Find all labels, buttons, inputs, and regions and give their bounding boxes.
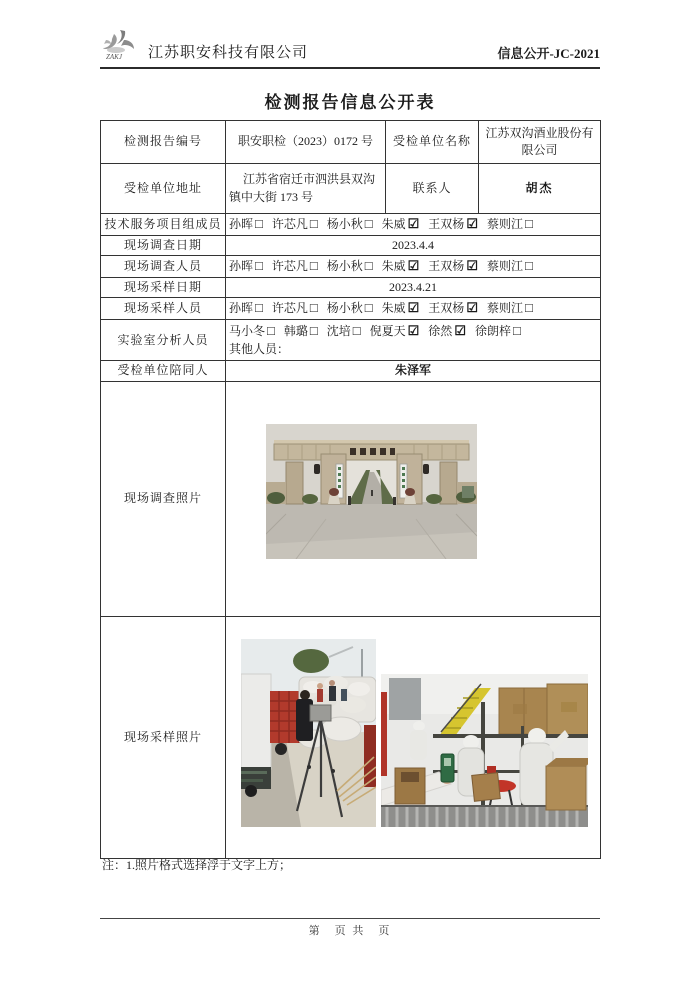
member-item — [229, 301, 263, 315]
checkbox-empty-icon: □ — [524, 258, 533, 274]
table-row — [101, 278, 601, 298]
member-name: 王双杨 — [428, 259, 465, 274]
checkbox-empty-icon: □ — [524, 300, 533, 316]
header-brand — [100, 28, 308, 62]
member-name: 许芯凡 — [271, 301, 308, 316]
checkbox-empty-icon: □ — [352, 323, 361, 339]
disclosure-table — [100, 120, 601, 859]
contact-value: 胡杰 — [479, 164, 601, 214]
member-name: 韩璐 — [283, 324, 308, 339]
survey-staff-label: 现场调查人员 — [101, 256, 226, 278]
member-item — [382, 217, 420, 231]
member-item — [382, 301, 420, 315]
checkbox-checked-icon: ☑ — [466, 258, 478, 274]
checkbox-empty-icon: □ — [255, 216, 263, 231]
checkbox-empty-icon: □ — [255, 300, 263, 316]
sampling-date-label: 现场采样日期 — [101, 278, 226, 298]
lab-members-line — [229, 322, 597, 341]
table-row — [101, 361, 601, 381]
table-row — [101, 164, 601, 214]
member-item — [284, 324, 318, 338]
checkbox-checked-icon: ☑ — [454, 323, 466, 339]
table-row — [101, 381, 601, 616]
member-name: 朱威 — [381, 259, 406, 274]
survey-photo-label: 现场调查照片 — [101, 381, 226, 616]
member-item — [327, 301, 373, 315]
member-name: 孙晖 — [229, 217, 254, 231]
white-truck — [241, 674, 271, 797]
contact-label: 联系人 — [386, 164, 479, 214]
member-name: 许芯凡 — [271, 259, 308, 274]
gate-lantern — [423, 464, 429, 474]
member-name: 王双杨 — [428, 217, 465, 231]
checkbox-checked-icon: ☑ — [407, 258, 420, 274]
lab-label: 实验室分析人员 — [101, 320, 226, 361]
lab-staff-row — [226, 320, 601, 361]
member-item — [229, 259, 263, 273]
member-name: 沈培 — [326, 324, 351, 339]
gate-vista — [346, 458, 398, 504]
checkbox-empty-icon: □ — [267, 323, 275, 339]
member-item — [487, 301, 533, 315]
member-name: 杨小秋 — [326, 259, 363, 274]
footer-rule — [100, 918, 600, 919]
sampling-staff-row — [226, 298, 601, 320]
member-name: 蔡则江 — [486, 301, 523, 316]
checkbox-empty-icon: □ — [364, 258, 373, 274]
sampling-photo-right — [381, 674, 588, 827]
member-item — [272, 301, 318, 315]
svg-text:ZAKJ: ZAKJ — [106, 53, 122, 61]
member-item — [487, 259, 533, 273]
member-item — [428, 301, 478, 315]
checkbox-empty-icon: □ — [364, 300, 373, 316]
instrument-box — [310, 705, 331, 721]
team-label: 技术服务项目组成员 — [101, 214, 226, 236]
member-name: 徐朗梓 — [474, 324, 511, 339]
survey-staff-row — [226, 256, 601, 278]
sampling-photo-left — [241, 639, 376, 827]
survey-photo-cell — [226, 381, 601, 616]
checkbox-checked-icon: ☑ — [466, 300, 478, 316]
pedestrian — [348, 496, 351, 505]
checkbox-empty-icon: □ — [524, 216, 533, 231]
member-item — [327, 324, 361, 338]
checkbox-empty-icon: □ — [309, 300, 318, 316]
member-item — [229, 324, 275, 338]
member-item — [475, 324, 521, 338]
member-name: 蔡则江 — [486, 259, 523, 274]
member-name: 徐然 — [428, 324, 453, 339]
member-item — [428, 259, 478, 273]
sampling-photo-cell — [226, 616, 601, 858]
sampling-date-value: 2023.4.21 — [226, 278, 601, 298]
address-value: 江苏省宿迁市泗洪县双沟镇中大街 173 号 — [226, 164, 386, 214]
red-pole — [381, 692, 387, 776]
checkbox-empty-icon: □ — [309, 323, 318, 339]
checkbox-checked-icon: ☑ — [407, 216, 420, 231]
checkbox-empty-icon: □ — [255, 258, 263, 274]
checkbox-checked-icon: ☑ — [407, 323, 420, 339]
table-row — [101, 320, 601, 361]
footnote: 注：1.照片格式选择浮于文字上方； — [102, 858, 292, 872]
gate-lantern — [314, 464, 320, 474]
table-row — [101, 298, 601, 320]
companion-value: 朱泽军 — [226, 361, 601, 381]
member-item — [382, 259, 420, 273]
member-item — [327, 259, 373, 273]
document-code: 信息公开-JC-2021 — [497, 46, 600, 61]
checkbox-empty-icon: □ — [309, 216, 318, 231]
member-item — [272, 259, 318, 273]
survey-date-label: 现场调查日期 — [101, 235, 226, 255]
member-item — [428, 324, 466, 338]
member-name: 朱威 — [381, 301, 406, 316]
sampling-photo-label: 现场采样照片 — [101, 616, 226, 858]
checkbox-empty-icon: □ — [309, 258, 318, 274]
checkbox-checked-icon: ☑ — [466, 216, 478, 231]
member-name: 蔡则江 — [486, 217, 523, 231]
table-row — [101, 256, 601, 278]
member-name: 孙晖 — [229, 301, 254, 316]
sampling-staff-label: 现场采样人员 — [101, 298, 226, 320]
table-row — [101, 214, 601, 236]
member-name: 倪夏天 — [369, 324, 406, 339]
member-name: 杨小秋 — [326, 301, 363, 316]
cardboard-boxes-top — [499, 684, 588, 736]
member-item — [428, 217, 478, 231]
member-item — [229, 217, 263, 231]
member-name: 王双杨 — [428, 301, 465, 316]
page-header — [100, 28, 600, 69]
table-row — [101, 121, 601, 164]
member-item — [370, 324, 420, 338]
companion-label: 受检单位陪同人 — [101, 361, 226, 381]
company-logo-icon — [100, 28, 144, 62]
member-item — [272, 217, 318, 231]
member-name: 朱威 — [381, 217, 406, 231]
member-item — [487, 217, 533, 231]
table-row — [101, 235, 601, 255]
address-label: 受检单位地址 — [101, 164, 226, 214]
member-item — [327, 217, 373, 231]
page-number-text: 第 页 共 页 — [308, 925, 392, 937]
member-name: 杨小秋 — [326, 217, 363, 231]
report-no-label: 检测报告编号 — [101, 121, 226, 164]
member-name: 许芯凡 — [271, 217, 308, 231]
company-name: 江苏职安科技有限公司 — [148, 45, 309, 61]
survey-date-value: 2023.4.4 — [226, 235, 601, 255]
page-title: 检测报告信息公开表 — [264, 93, 436, 112]
team-members-row — [226, 214, 601, 236]
checkbox-empty-icon: □ — [512, 323, 521, 339]
member-name: 马小冬 — [229, 324, 266, 339]
member-name: 孙晖 — [229, 259, 254, 274]
table-row — [101, 616, 601, 858]
checkbox-empty-icon: □ — [364, 216, 373, 231]
survey-photo — [266, 424, 477, 559]
checkbox-checked-icon: ☑ — [407, 300, 420, 316]
unit-name-label: 受检单位名称 — [386, 121, 479, 164]
wall-panel — [389, 678, 421, 720]
lab-other-line: 其他人员： — [229, 342, 290, 357]
report-no-value: 职安职检（2023）0172 号 — [226, 121, 386, 164]
unit-name-value: 江苏双沟酒业股份有限公司 — [479, 121, 601, 164]
pedestrian — [393, 497, 396, 505]
tree — [293, 649, 329, 673]
